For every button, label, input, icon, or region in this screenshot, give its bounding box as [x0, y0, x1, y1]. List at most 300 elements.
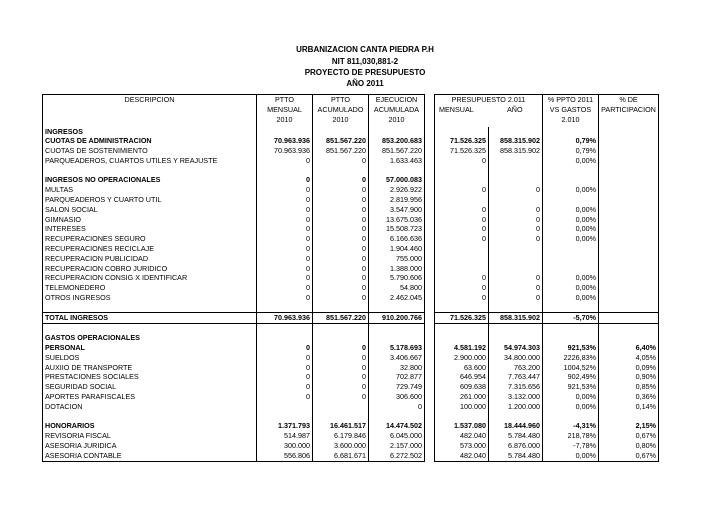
cell-ano-2011: 5.784.480 — [489, 431, 543, 441]
cell-mensual-2011: 261.000 — [435, 392, 489, 402]
cell-descripcion: TOTAL INGRESOS — [43, 313, 257, 324]
cell-ptto-acumulado: 0 — [313, 264, 369, 274]
column-gap — [425, 353, 435, 363]
cell-pct-participacion — [599, 303, 659, 313]
cell-pct-participacion: 0,80% — [599, 441, 659, 451]
cell-ptto-mensual: 70.963.936 — [257, 146, 313, 156]
cell-mensual-2011: 482.040 — [435, 451, 489, 461]
cell-ptto-acumulado: 0 — [313, 156, 369, 166]
table-row — [43, 244, 659, 254]
table-row — [43, 333, 659, 343]
cell-ano-2011: 5.784.480 — [489, 451, 543, 461]
cell-pct-participacion — [599, 323, 659, 333]
cell-ptto-mensual: 0 — [257, 293, 313, 303]
col-ejecucion — [369, 95, 425, 127]
col-label-line: 2010 — [276, 114, 293, 124]
col-label-line: 2010 — [332, 114, 349, 124]
cell-mensual-2011 — [435, 244, 489, 254]
cell-mensual-2011: 4.581.192 — [435, 343, 489, 353]
cell-pct-ppto — [543, 254, 599, 264]
cell-ptto-mensual: 1.371.793 — [257, 421, 313, 431]
col-presupuesto-2011 — [435, 95, 543, 127]
cell-pct-ppto: 218,78% — [543, 431, 599, 441]
cell-descripcion: CUOTAS DE ADMINISTRACION — [43, 136, 257, 146]
cell-ptto-mensual: 0 — [257, 244, 313, 254]
cell-ptto-acumulado — [313, 166, 369, 176]
cell-descripcion: OTROS INGRESOS — [43, 293, 257, 303]
cell-ptto-mensual: 0 — [257, 175, 313, 185]
cell-ptto-acumulado: 0 — [313, 205, 369, 215]
cell-ejecucion: 851.567.220 — [369, 146, 425, 156]
cell-pct-participacion — [599, 195, 659, 205]
cell-descripcion: SUELDOS — [43, 353, 257, 363]
table-row — [43, 283, 659, 293]
cell-descripcion: INTERESES — [43, 224, 257, 234]
cell-pct-ppto: -5,70% — [543, 313, 599, 324]
cell-mensual-2011: 0 — [435, 234, 489, 244]
col-label-line: PTTO — [274, 95, 295, 104]
cell-pct-participacion: 0,67% — [599, 451, 659, 461]
table-row — [43, 146, 659, 156]
cell-ano-2011: 0 — [489, 205, 543, 215]
cell-mensual-2011 — [435, 412, 489, 422]
cell-pct-participacion — [599, 156, 659, 166]
cell-ptto-acumulado: 6.179.846 — [313, 431, 369, 441]
cell-ano-2011: 0 — [489, 224, 543, 234]
cell-ano-2011 — [489, 156, 543, 166]
cell-ptto-mensual: 0 — [257, 343, 313, 353]
cell-mensual-2011 — [435, 303, 489, 313]
table-row — [43, 224, 659, 234]
column-gap — [425, 234, 435, 244]
cell-pct-ppto: 0,00% — [543, 283, 599, 293]
table-row — [43, 431, 659, 441]
cell-pct-ppto: 0,00% — [543, 273, 599, 283]
cell-ejecucion: 1.633.463 — [369, 156, 425, 166]
cell-ptto-mensual: 0 — [257, 156, 313, 166]
cell-ptto-mensual: 0 — [257, 353, 313, 363]
cell-pct-ppto — [543, 264, 599, 274]
cell-ejecucion — [369, 127, 425, 137]
cell-ano-2011 — [489, 166, 543, 176]
cell-ptto-acumulado: 0 — [313, 273, 369, 283]
cell-pct-ppto: 0,00% — [543, 215, 599, 225]
cell-ano-2011: 858.315.902 — [489, 136, 543, 146]
column-gap — [425, 382, 435, 392]
column-gap — [425, 363, 435, 373]
cell-pct-ppto — [543, 175, 599, 185]
cell-descripcion: REVISORIA FISCAL — [43, 431, 257, 441]
cell-pct-ppto — [543, 244, 599, 254]
cell-ejecucion — [369, 333, 425, 343]
cell-pct-participacion — [599, 333, 659, 343]
cell-descripcion: INGRESOS — [43, 127, 257, 137]
cell-ejecucion: 853.200.683 — [369, 136, 425, 146]
cell-ano-2011: 3.132.000 — [489, 392, 543, 402]
column-gap — [425, 313, 435, 324]
cell-ejecucion: 755.000 — [369, 254, 425, 264]
cell-pct-participacion — [599, 313, 659, 324]
col-pct-ppto — [543, 95, 599, 127]
column-gap — [425, 146, 435, 156]
cell-pct-participacion — [599, 283, 659, 293]
cell-ejecucion: 729.749 — [369, 382, 425, 392]
cell-ptto-mensual: 0 — [257, 273, 313, 283]
cell-ejecucion: 3.547.900 — [369, 205, 425, 215]
cell-descripcion: HONORARIOS — [43, 421, 257, 431]
col-label-line: % DE — [619, 95, 638, 104]
cell-ptto-acumulado: 0 — [313, 353, 369, 363]
col-label-line: 2.010 — [561, 114, 580, 124]
table-row — [43, 412, 659, 422]
cell-descripcion: APORTES PARAFISCALES — [43, 392, 257, 402]
cell-mensual-2011 — [435, 264, 489, 274]
cell-descripcion: RECUPERACIONES SEGURO — [43, 234, 257, 244]
cell-pct-ppto: 0,79% — [543, 136, 599, 146]
cell-descripcion: PARQUEADEROS, CUARTOS UTILES Y REAJUSTE — [43, 156, 257, 166]
cell-ptto-acumulado: 0 — [313, 224, 369, 234]
column-gap — [425, 283, 435, 293]
cell-ano-2011 — [489, 323, 543, 333]
cell-mensual-2011: 609.638 — [435, 382, 489, 392]
cell-descripcion: INGRESOS NO OPERACIONALES — [43, 175, 257, 185]
cell-ptto-mensual: 0 — [257, 185, 313, 195]
col-ptto-mensual — [257, 95, 313, 127]
cell-mensual-2011: 0 — [435, 156, 489, 166]
cell-ptto-acumulado: 0 — [313, 382, 369, 392]
cell-pct-participacion — [599, 254, 659, 264]
cell-ano-2011 — [489, 195, 543, 205]
table-row — [43, 185, 659, 195]
cell-pct-ppto: 0,00% — [543, 402, 599, 412]
column-gap — [425, 293, 435, 303]
col-descripcion-label: DESCRIPCION — [124, 95, 175, 104]
cell-ejecucion — [369, 323, 425, 333]
column-gap — [425, 224, 435, 234]
cell-ano-2011 — [489, 303, 543, 313]
cell-mensual-2011: 63.600 — [435, 363, 489, 373]
column-gap — [425, 431, 435, 441]
cell-ejecucion: 57.000.083 — [369, 175, 425, 185]
cell-ano-2011: 54.974.303 — [489, 343, 543, 353]
table-row — [43, 234, 659, 244]
cell-ano-2011 — [489, 127, 543, 137]
cell-ejecucion: 1.904.460 — [369, 244, 425, 254]
col-ano-label: AÑO — [506, 104, 523, 114]
column-gap — [425, 195, 435, 205]
cell-pct-participacion — [599, 264, 659, 274]
cell-mensual-2011: 2.900.000 — [435, 353, 489, 363]
cell-pct-ppto: 1004,52% — [543, 363, 599, 373]
cell-ptto-mensual: 0 — [257, 372, 313, 382]
cell-ptto-mensual: 300.000 — [257, 441, 313, 451]
table-row — [43, 195, 659, 205]
cell-ejecucion: 6.272.502 — [369, 451, 425, 461]
cell-mensual-2011: 0 — [435, 273, 489, 283]
cell-ptto-mensual: 0 — [257, 392, 313, 402]
cell-mensual-2011: 71.526.325 — [435, 313, 489, 324]
column-gap — [425, 333, 435, 343]
cell-ptto-mensual: 0 — [257, 224, 313, 234]
header-row — [43, 95, 659, 127]
table-row — [43, 421, 659, 431]
cell-ano-2011 — [489, 254, 543, 264]
table-row — [43, 166, 659, 176]
cell-pct-ppto: 0,00% — [543, 451, 599, 461]
col-presupuesto-label: PRESUPUESTO 2.011 — [451, 95, 526, 104]
cell-ejecucion: 306.600 — [369, 392, 425, 402]
cell-ptto-acumulado: 851.567.220 — [313, 136, 369, 146]
col-label-line: VS GASTOS — [549, 104, 592, 114]
column-gap — [425, 244, 435, 254]
cell-ano-2011: 1.200.000 — [489, 402, 543, 412]
table-row — [43, 382, 659, 392]
column-gap — [425, 323, 435, 333]
cell-ejecucion: 2.819.956 — [369, 195, 425, 205]
cell-ptto-acumulado: 0 — [313, 175, 369, 185]
cell-ptto-mensual: 556.806 — [257, 451, 313, 461]
cell-pct-participacion: 6,40% — [599, 343, 659, 353]
cell-ejecucion: 2.462.045 — [369, 293, 425, 303]
cell-ano-2011: 7.763.447 — [489, 372, 543, 382]
column-gap — [425, 175, 435, 185]
column-gap — [425, 372, 435, 382]
cell-ejecucion: 1.388.000 — [369, 264, 425, 274]
cell-ano-2011: 0 — [489, 293, 543, 303]
cell-ptto-acumulado: 0 — [313, 195, 369, 205]
table-row — [43, 392, 659, 402]
cell-descripcion: RECUPERACIONES RECICLAJE — [43, 244, 257, 254]
column-gap — [425, 402, 435, 412]
cell-pct-participacion — [599, 127, 659, 137]
col-sub-labels — [437, 105, 540, 115]
cell-ptto-acumulado: 851.567.220 — [313, 313, 369, 324]
cell-pct-participacion — [599, 293, 659, 303]
column-gap — [425, 421, 435, 431]
cell-ano-2011 — [489, 412, 543, 422]
col-label-line: MENSUAL — [267, 104, 302, 114]
cell-ano-2011 — [489, 264, 543, 274]
cell-ptto-acumulado: 6.681.671 — [313, 451, 369, 461]
cell-ptto-mensual — [257, 402, 313, 412]
cell-ano-2011 — [489, 244, 543, 254]
cell-descripcion: TELEMONEDERO — [43, 283, 257, 293]
cell-ptto-acumulado — [313, 303, 369, 313]
table-row — [43, 175, 659, 185]
cell-descripcion: CUOTAS DE SOSTENIMIENTO — [43, 146, 257, 156]
cell-mensual-2011: 646.954 — [435, 372, 489, 382]
table-row — [43, 303, 659, 313]
cell-mensual-2011: 71.526.325 — [435, 146, 489, 156]
cell-ano-2011: 0 — [489, 273, 543, 283]
cell-mensual-2011 — [435, 195, 489, 205]
cell-descripcion: PARQUEADEROS Y CUARTO UTIL — [43, 195, 257, 205]
cell-ptto-acumulado: 0 — [313, 363, 369, 373]
column-gap — [425, 95, 435, 127]
cell-ano-2011: 858.315.902 — [489, 313, 543, 324]
cell-pct-ppto — [543, 412, 599, 422]
column-gap — [425, 392, 435, 402]
cell-ptto-mensual: 0 — [257, 363, 313, 373]
cell-ejecucion — [369, 412, 425, 422]
cell-descripcion: GASTOS OPERACIONALES — [43, 333, 257, 343]
cell-pct-ppto — [543, 303, 599, 313]
cell-mensual-2011: 0 — [435, 205, 489, 215]
cell-pct-ppto: 0,00% — [543, 392, 599, 402]
cell-pct-participacion — [599, 136, 659, 146]
col-label-line: EJECUCION — [375, 95, 418, 104]
cell-ano-2011: 0 — [489, 283, 543, 293]
cell-ano-2011: 0 — [489, 234, 543, 244]
cell-ejecucion: 3.406.667 — [369, 353, 425, 363]
cell-ptto-mensual: 0 — [257, 382, 313, 392]
cell-ptto-mensual — [257, 323, 313, 333]
cell-ptto-acumulado — [313, 412, 369, 422]
cell-pct-ppto: 921,53% — [543, 343, 599, 353]
cell-pct-participacion — [599, 244, 659, 254]
cell-pct-participacion: 0,14% — [599, 402, 659, 412]
col-ptto-acumulado — [313, 95, 369, 127]
column-gap — [425, 303, 435, 313]
cell-pct-ppto — [543, 323, 599, 333]
cell-ejecucion: 13.675.036 — [369, 215, 425, 225]
cell-ptto-acumulado: 0 — [313, 343, 369, 353]
cell-ptto-mensual: 70.963.936 — [257, 136, 313, 146]
cell-mensual-2011 — [435, 254, 489, 264]
cell-descripcion: SALON SOCIAL — [43, 205, 257, 215]
column-gap — [425, 166, 435, 176]
column-gap — [425, 136, 435, 146]
cell-pct-participacion — [599, 205, 659, 215]
cell-ano-2011 — [489, 175, 543, 185]
cell-pct-ppto: 0,00% — [543, 234, 599, 244]
column-gap — [425, 264, 435, 274]
cell-pct-ppto: 0,00% — [543, 156, 599, 166]
table-row — [43, 127, 659, 137]
col-label-line: 2010 — [388, 114, 405, 124]
cell-pct-ppto: 0,00% — [543, 185, 599, 195]
cell-ejecucion: 15.508.723 — [369, 224, 425, 234]
cell-ptto-mensual — [257, 166, 313, 176]
table-row — [43, 313, 659, 324]
column-gap — [425, 343, 435, 353]
cell-ano-2011: 34.800.000 — [489, 353, 543, 363]
table-row — [43, 451, 659, 461]
table-row — [43, 372, 659, 382]
cell-mensual-2011: 0 — [435, 224, 489, 234]
cell-pct-ppto: 921,53% — [543, 382, 599, 392]
col-mensual-label: MENSUAL — [439, 104, 474, 114]
cell-ptto-mensual: 514.987 — [257, 431, 313, 441]
cell-ejecucion: 5.178.693 — [369, 343, 425, 353]
cell-ptto-mensual — [257, 412, 313, 422]
cell-ano-2011: 6.876.000 — [489, 441, 543, 451]
cell-mensual-2011: 1.537.080 — [435, 421, 489, 431]
col-label-line: PTTO — [330, 95, 351, 104]
cell-ptto-mensual: 0 — [257, 234, 313, 244]
cell-ptto-acumulado: 16.461.517 — [313, 421, 369, 431]
cell-ptto-acumulado — [313, 127, 369, 137]
cell-descripcion: RECUPERACION PUBLICIDAD — [43, 254, 257, 264]
table-row — [43, 264, 659, 274]
table-row — [43, 215, 659, 225]
cell-mensual-2011 — [435, 333, 489, 343]
cell-ejecucion: 32.800 — [369, 363, 425, 373]
column-gap — [425, 254, 435, 264]
cell-pct-participacion: 0,85% — [599, 382, 659, 392]
cell-pct-ppto — [543, 195, 599, 205]
cell-descripcion: RECUPERACION COBRO JURIDICO — [43, 264, 257, 274]
cell-ptto-mensual: 0 — [257, 215, 313, 225]
cell-ejecucion — [369, 166, 425, 176]
cell-pct-participacion — [599, 185, 659, 195]
column-gap — [425, 185, 435, 195]
table-row — [43, 205, 659, 215]
table-row — [43, 273, 659, 283]
cell-pct-ppto — [543, 166, 599, 176]
cell-ptto-acumulado: 0 — [313, 254, 369, 264]
cell-ptto-mensual: 0 — [257, 283, 313, 293]
cell-descripcion: ASESORIA JURIDICA — [43, 441, 257, 451]
cell-ptto-mensual: 0 — [257, 254, 313, 264]
cell-ptto-acumulado — [313, 323, 369, 333]
document-year: AÑO 2011 — [346, 79, 384, 88]
cell-ejecucion: 54.800 — [369, 283, 425, 293]
column-gap — [425, 412, 435, 422]
cell-pct-participacion — [599, 215, 659, 225]
cell-pct-participacion: 0,90% — [599, 372, 659, 382]
cell-ano-2011: 858.315.902 — [489, 146, 543, 156]
cell-pct-participacion — [599, 224, 659, 234]
col-label-line: ACUMULADA — [373, 104, 420, 114]
cell-ptto-mensual: 0 — [257, 264, 313, 274]
col-label-line: % PPTO 2011 — [547, 95, 594, 104]
cell-ano-2011: 0 — [489, 215, 543, 225]
cell-pct-ppto — [543, 333, 599, 343]
cell-pct-participacion — [599, 175, 659, 185]
cell-ptto-acumulado — [313, 402, 369, 412]
cell-pct-ppto — [543, 127, 599, 137]
cell-ptto-acumulado: 0 — [313, 234, 369, 244]
cell-pct-ppto: 0,79% — [543, 146, 599, 156]
cell-ptto-mensual — [257, 333, 313, 343]
table-row — [43, 441, 659, 451]
cell-pct-participacion: 2,15% — [599, 421, 659, 431]
cell-pct-participacion — [599, 273, 659, 283]
cell-pct-ppto: 0,00% — [543, 293, 599, 303]
cell-ejecucion: 0 — [369, 402, 425, 412]
cell-ptto-mensual — [257, 127, 313, 137]
cell-ano-2011: 763.200 — [489, 363, 543, 373]
column-gap — [425, 441, 435, 451]
cell-descripcion: SEGURIDAD SOCIAL — [43, 382, 257, 392]
cell-mensual-2011 — [435, 323, 489, 333]
cell-ptto-acumulado: 0 — [313, 392, 369, 402]
cell-ptto-acumulado: 0 — [313, 215, 369, 225]
cell-ptto-mensual — [257, 303, 313, 313]
cell-descripcion: AUXIIO DE TRANSPORTE — [43, 363, 257, 373]
cell-descripcion — [43, 323, 257, 333]
cell-ptto-acumulado: 0 — [313, 283, 369, 293]
cell-mensual-2011: 0 — [435, 283, 489, 293]
cell-ejecucion — [369, 303, 425, 313]
col-label-line: PARTICIPACION — [601, 104, 656, 114]
cell-ptto-acumulado: 0 — [313, 293, 369, 303]
cell-mensual-2011: 0 — [435, 185, 489, 195]
column-gap — [425, 156, 435, 166]
cell-ano-2011: 0 — [489, 185, 543, 195]
col-descripcion — [43, 95, 257, 127]
